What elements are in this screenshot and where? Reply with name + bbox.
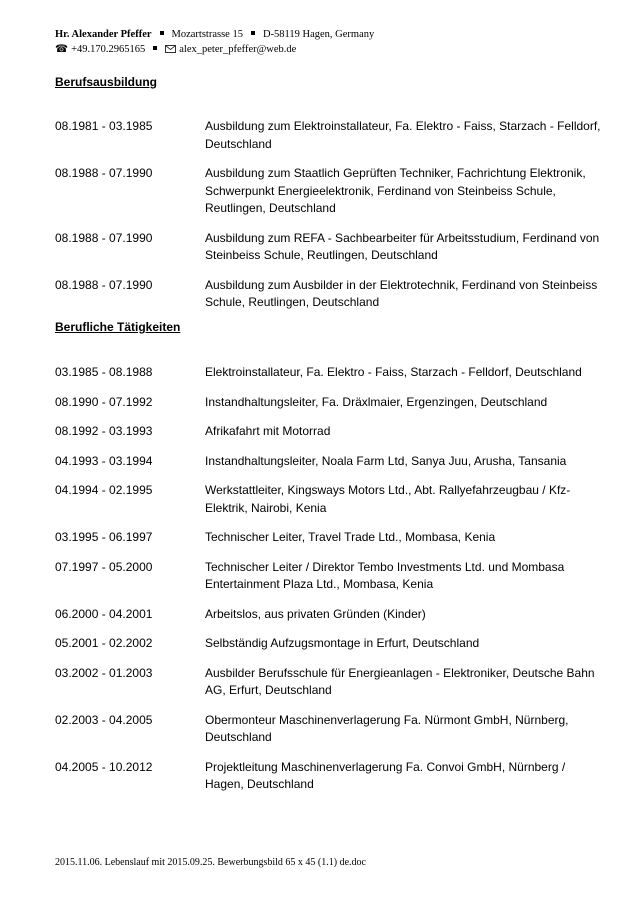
- list-item: [55, 635, 615, 653]
- telephone-icon: ☎: [55, 44, 69, 55]
- entry-description: Obermonteur Maschinenverlagerung Fa. Nürmont GmbH, Nürnberg, Deutschland: [205, 712, 569, 744]
- entry-date: 05.2001 - 02.2002: [55, 636, 153, 650]
- bullet-separator-icon: [251, 31, 255, 35]
- contact-line-1: [55, 27, 374, 42]
- entry-description: Werkstattleiter, Kingsways Motors Ltd., Abt. Rallyefahrzeugbau / Kfz-Elektrik, Nairobi, Kenia: [205, 483, 571, 515]
- city-address: D-58119 Hagen, Germany: [262, 29, 375, 40]
- entry-date: 08.1988 - 07.1990: [55, 230, 153, 245]
- list-item: [55, 712, 615, 747]
- career-list: [55, 364, 615, 806]
- document-filename: 2015.11.06. Lebenslauf mit 2015.09.25. Bewerbungsbild 65 x 45 (1.1) de.doc: [55, 857, 366, 868]
- section-title-career: Berufliche Tätigkeiten: [55, 320, 181, 334]
- applicant-name: Hr. Alexander Pfeffer: [55, 29, 152, 40]
- list-item: [55, 230, 615, 265]
- list-item: [55, 423, 615, 441]
- list-item: [55, 759, 615, 794]
- list-item: [55, 606, 615, 624]
- list-item: [55, 482, 615, 517]
- entry-date: 08.1992 - 03.1993: [55, 424, 153, 438]
- list-item: [55, 665, 615, 700]
- email-address: alex_peter_pfeffer@web.de: [179, 44, 297, 55]
- list-item: [55, 364, 615, 382]
- entry-date: 04.1993 - 03.1994: [55, 453, 153, 468]
- entry-description: Projektleitung Maschinenverlagerung Fa. Convoi GmbH, Nürnberg / Hagen, Deutschland: [205, 759, 566, 791]
- entry-date: 03.1995 - 06.1997: [55, 530, 153, 544]
- entry-description: Ausbildung zum REFA - Sachbearbeiter für Arbeitsstudium, Ferdinand von Steinbeiss Schule, Reutlingen, Deutschland: [205, 230, 600, 262]
- entry-description: Instandhaltungsleiter, Fa. Dräxlmaier, Ergenzingen, Deutschland: [205, 394, 548, 409]
- entry-date: 07.1997 - 05.2000: [55, 559, 153, 574]
- entry-description: Ausbilder Berufsschule für Energieanlagen - Elektroniker, Deutsche Bahn AG, Erfurt, Deutschland: [205, 665, 595, 697]
- bullet-separator-icon: [153, 46, 157, 50]
- entry-description: Afrikafahrt mit Motorrad: [205, 424, 331, 438]
- entry-description: Ausbildung zum Ausbilder in der Elektrotechnik, Ferdinand von Steinbeiss Schule, Reutlingen, Deutschland: [205, 277, 598, 309]
- list-item: [55, 277, 615, 312]
- entry-date: 04.1994 - 02.1995: [55, 483, 153, 497]
- entry-description: Ausbildung zum Elektroinstallateur, Fa. Elektro - Faiss, Starzach - Felldorf, Deutschland: [205, 119, 601, 151]
- entry-date: 03.2002 - 01.2003: [55, 665, 153, 680]
- entry-description: Technischer Leiter / Direktor Tembo Investments Ltd. und Mombasa Entertainment Plaza Ltd., Mombasa, Kenia: [205, 559, 565, 591]
- entry-description: Instandhaltungsleiter, Noala Farm Ltd, Sanya Juu, Arusha, Tansania: [205, 453, 567, 468]
- list-item: [55, 529, 615, 547]
- phone-number: +49.170.2965165: [71, 44, 146, 55]
- contact-line-2: [55, 42, 374, 57]
- entry-description: Technischer Leiter, Travel Trade Ltd., Mombasa, Kenia: [205, 530, 496, 544]
- entry-date: 08.1988 - 07.1990: [55, 166, 153, 180]
- entry-date: 08.1981 - 03.1985: [55, 119, 153, 133]
- entry-date: 02.2003 - 04.2005: [55, 712, 153, 727]
- contact-header: [55, 27, 374, 57]
- entry-date: 03.1985 - 08.1988: [55, 365, 153, 379]
- street-address: Mozartstrasse 15: [171, 29, 243, 40]
- entry-date: 08.1988 - 07.1990: [55, 277, 153, 292]
- list-item: [55, 559, 615, 594]
- entry-description: Arbeitslos, aus privaten Gründen (Kinder): [205, 606, 426, 621]
- entry-description: Selbständig Aufzugsmontage in Erfurt, Deutschland: [205, 636, 480, 650]
- entry-description: Ausbildung zum Staatlich Geprüften Techniker, Fachrichtung Elektronik, Schwerpunkt Energieelektronik, Ferdinand von Steinbeiss Schule, Reutlingen, Deutschland: [205, 166, 586, 215]
- bullet-separator-icon: [160, 31, 164, 35]
- list-item: [55, 394, 615, 412]
- list-item: [55, 453, 615, 471]
- list-item: [55, 118, 615, 153]
- entry-date: 08.1990 - 07.1992: [55, 394, 153, 409]
- list-item: [55, 165, 615, 218]
- section-title-education: Berufsausbildung: [55, 75, 158, 89]
- education-list: [55, 118, 615, 324]
- entry-description: Elektroinstallateur, Fa. Elektro - Faiss, Starzach - Felldorf, Deutschland: [205, 365, 582, 379]
- envelope-icon: [165, 42, 176, 57]
- entry-date: 04.2005 - 10.2012: [55, 759, 153, 774]
- entry-date: 06.2000 - 04.2001: [55, 606, 153, 621]
